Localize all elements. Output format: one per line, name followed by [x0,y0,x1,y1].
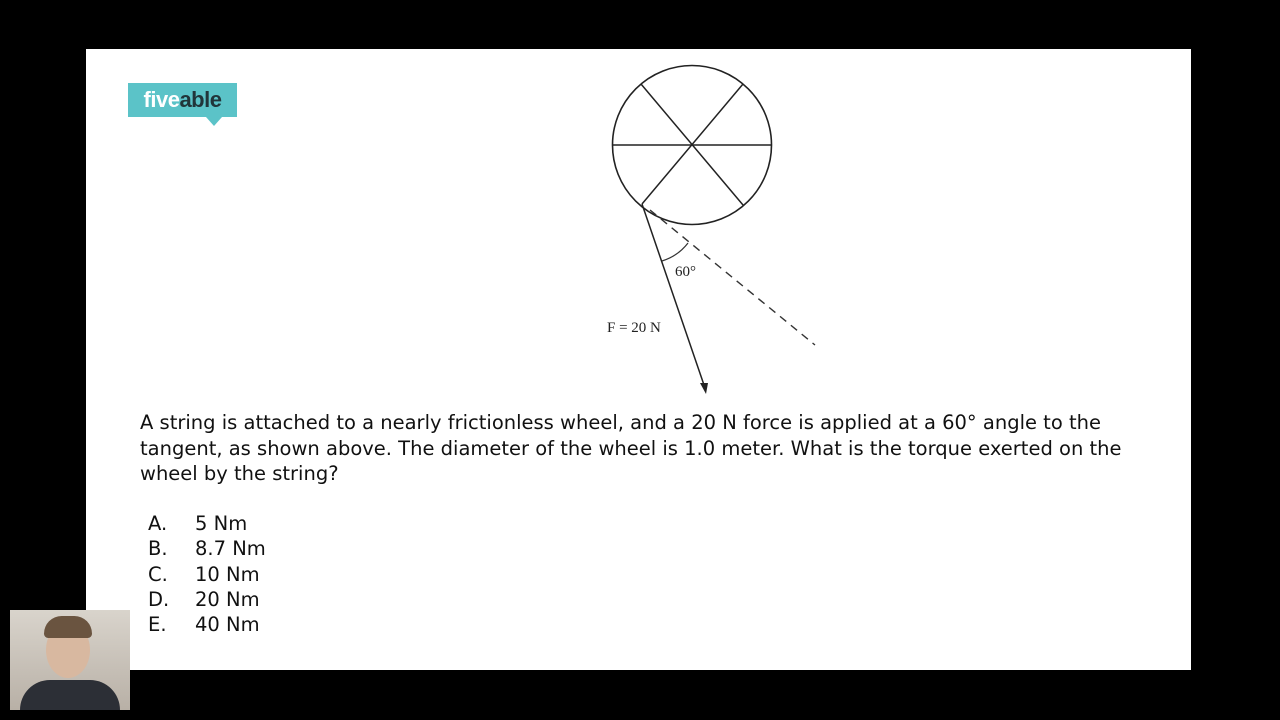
option-text: 5 Nm [195,512,248,535]
logo-text-bold: able [179,87,222,112]
answer-options [148,511,266,637]
option-letter: A. [148,512,168,535]
option-letter: B. [148,537,168,561]
option-letter: C. [148,562,168,586]
arrowhead-icon [700,383,708,394]
option-a [148,511,266,536]
webcam-overlay [10,610,130,710]
option-text: 10 Nm [195,562,260,586]
option-c [148,562,266,587]
option-letter: E. [148,613,167,637]
force-label: F = 20 N [607,320,661,336]
angle-label: 60° [675,264,696,280]
option-text: 8.7 Nm [195,537,266,561]
option-b [148,536,266,561]
option-letter: D. [148,587,170,611]
option-e [148,612,266,637]
angle-arc [662,243,688,261]
force-arrow [642,204,704,385]
option-d [148,587,266,612]
option-text: 20 Nm [195,587,260,611]
logo-text: five [143,87,180,112]
question-text: A string is attached to a nearly frictionless wheel, and a 20 N force is applied at a 60° angle to the tangent, as shown above. The diameter of the wheel is 1.0 meter. What is the torque exerted on the wheel by the string? [140,411,1122,485]
option-text: 40 Nm [195,613,260,637]
